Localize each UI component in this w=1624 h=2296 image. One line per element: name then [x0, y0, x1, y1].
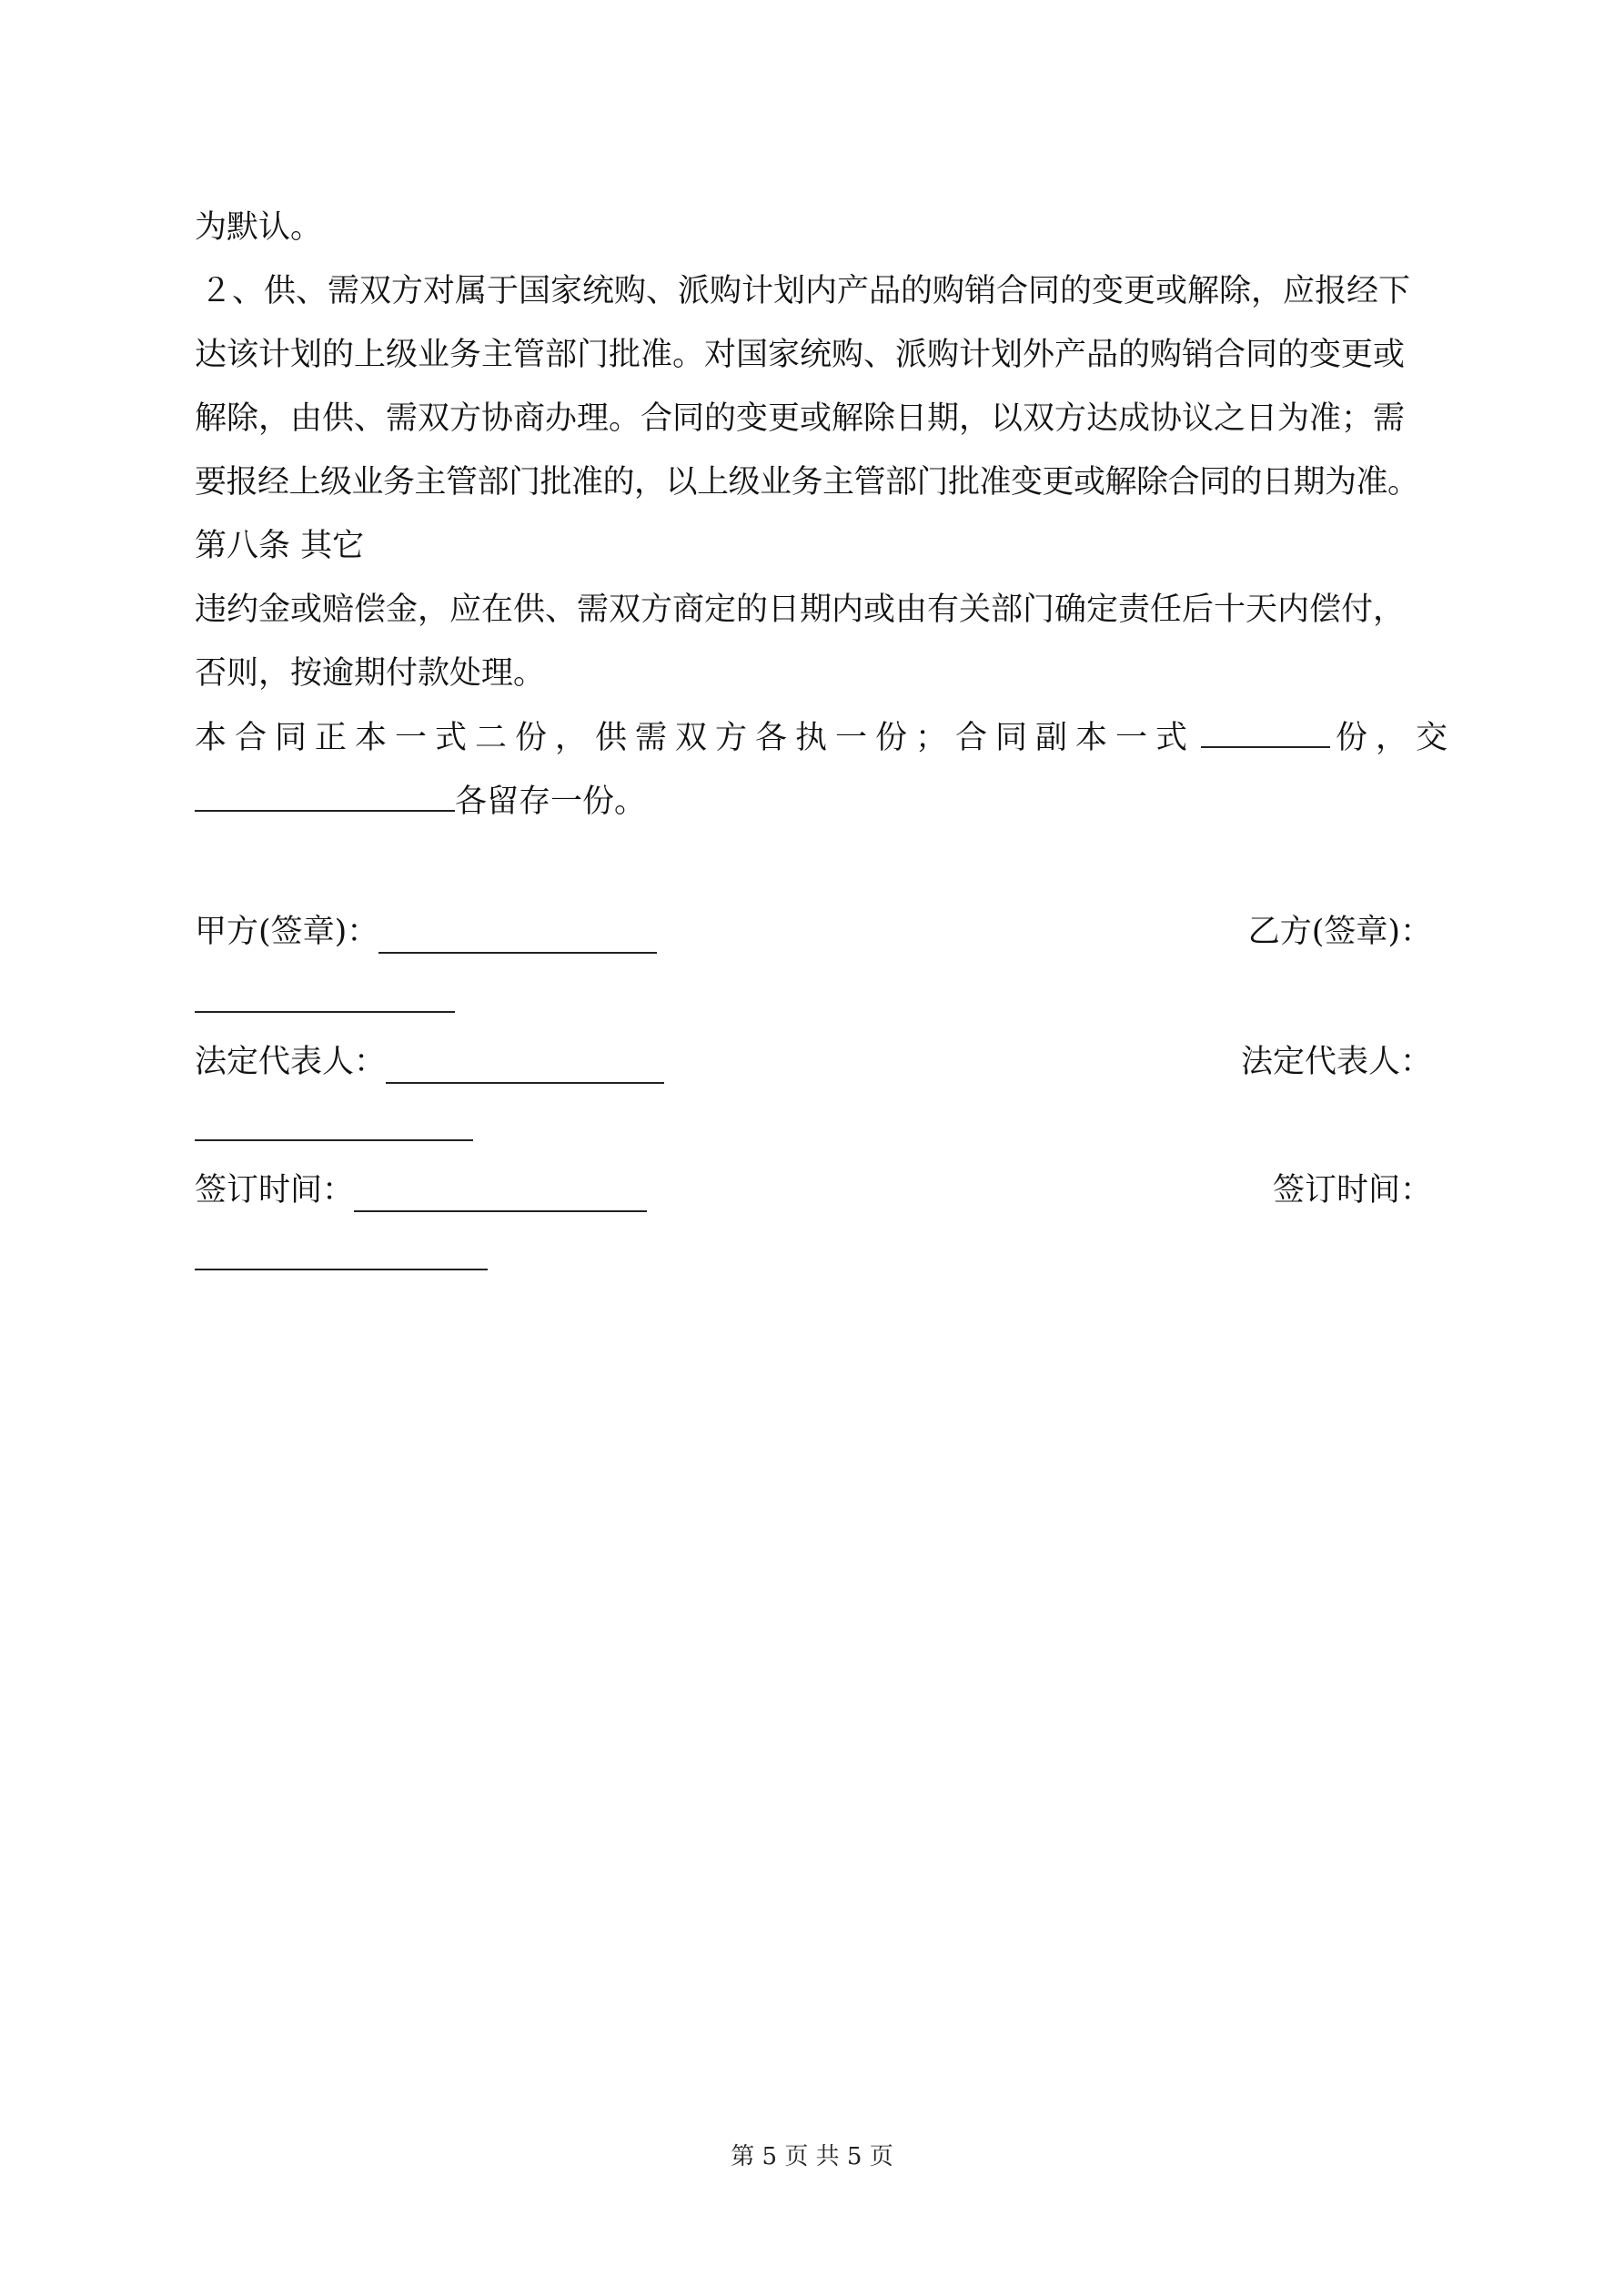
paragraph-line: 否则，按逾期付款处理。: [195, 655, 546, 692]
rep-b-blank[interactable]: [195, 1138, 473, 1141]
paragraph-line: 解除，由供、需双方协商办理。合同的变更或解除日期，以双方达成协议之日为准；需: [195, 400, 1406, 437]
date-a-blank[interactable]: [354, 1179, 647, 1212]
rep-a: [195, 1040, 664, 1084]
paragraph-line: 违约金或赔偿金，应在供、需双方商定的日期内或由有关部门确定责任后十天内偿付，: [195, 592, 1406, 628]
rep-b: [1241, 1040, 1432, 1084]
party-a-signature-blank[interactable]: [378, 921, 657, 954]
party-b-signature-blank[interactable]: [195, 1009, 455, 1013]
paragraph-line: [195, 715, 1457, 760]
date-row: [195, 1168, 1432, 1212]
copies-count-blank[interactable]: [1201, 715, 1330, 748]
recipient-blank[interactable]: [195, 779, 455, 812]
date-a-label: 签订时间：: [195, 1172, 355, 1209]
date-b-blank[interactable]: [195, 1267, 488, 1270]
retain-text: 各留存一份。: [455, 784, 647, 820]
party-b-label: 乙方(签章)：: [1247, 914, 1432, 950]
party-a-label: 甲方(签章)：: [195, 914, 379, 950]
date-b-label: 签订时间：: [1272, 1172, 1432, 1209]
paragraph-line: [195, 779, 1432, 824]
section-heading: 第八条 其它: [195, 528, 365, 564]
party-signature-row: [195, 910, 1432, 954]
party-b-signature: [1248, 910, 1432, 954]
party-a-signature: [195, 910, 657, 954]
copies-text-end: 份，交: [1336, 720, 1457, 756]
paragraph-line: 达该计划的上级业务主管部门批准。对国家统购、派购计划外产品的购销合同的变更或: [195, 337, 1406, 373]
rep-b-label: 法定代表人：: [1240, 1044, 1432, 1080]
paragraph-line: ２、供、需双方对属于国家统购、派购计划内产品的购销合同的变更或解除，应报经下: [200, 273, 1411, 309]
copies-text: 本合同正本一式二份，供需双方各执一份；合同副本一式: [195, 720, 1196, 756]
paragraph-line: 为默认。: [195, 209, 323, 246]
paragraph-line: 要报经上级业务主管部门批准的，以上级业务主管部门批准变更或解除合同的日期为准。: [195, 464, 1419, 501]
date-a: [195, 1168, 647, 1212]
representative-row: [195, 1040, 1432, 1084]
page-footer: 第 5 页 共 5 页: [731, 2143, 893, 2170]
rep-a-blank[interactable]: [386, 1051, 664, 1084]
rep-a-label: 法定代表人：: [195, 1044, 387, 1080]
date-b: [1273, 1168, 1432, 1212]
